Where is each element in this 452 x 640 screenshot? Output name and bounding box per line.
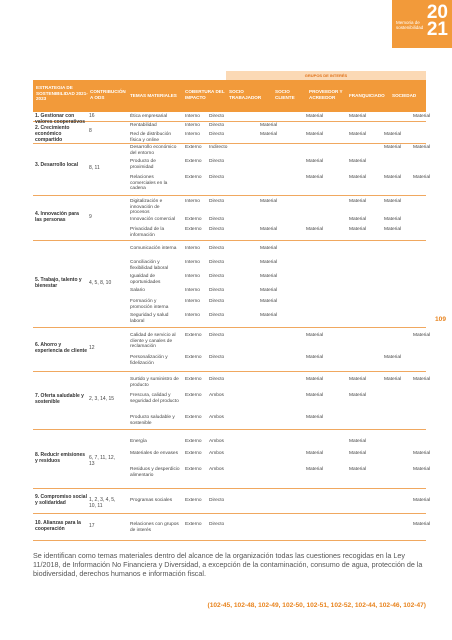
cell-sdd: Material — [413, 451, 431, 456]
cell-pro: Material — [349, 439, 367, 444]
cell-cob: Interno — [185, 132, 200, 137]
cell-cob: Externo — [185, 377, 202, 382]
cell-cob: Externo — [185, 159, 202, 164]
cell-fra: Material — [384, 377, 402, 382]
group-ods: 16 — [89, 113, 95, 119]
cell-cob: Interno — [185, 274, 200, 279]
cell-cob: Interno — [185, 123, 200, 128]
cell-soc: Material — [260, 260, 278, 265]
cell-cli: Material — [306, 175, 324, 180]
header-cliente: SOCIO CLIENTE — [275, 89, 295, 100]
table-group — [33, 488, 431, 514]
cell-tema: Desarrollo económico del entorno — [130, 145, 177, 156]
cell-soc: Material — [260, 299, 278, 304]
group-ods: 8 — [89, 128, 92, 134]
cell-tema: Seguridad y salud laboral — [130, 313, 169, 324]
header-proveedor: PROVEEDOR Y ACREEDOR — [309, 89, 343, 100]
cell-fra: Material — [384, 199, 402, 204]
cell-imp: Directo — [209, 132, 225, 137]
group-ods: 12 — [89, 345, 95, 351]
cell-imp: Directo — [209, 260, 225, 265]
cell-cob: Externo — [185, 522, 202, 527]
group-name: 9. Compromiso social y solidaridad — [35, 493, 87, 506]
cell-pro: Material — [349, 227, 367, 232]
page-number: 109 — [434, 316, 446, 323]
group-ods: 8, 11 — [89, 165, 100, 171]
group-ods: 9 — [89, 213, 92, 220]
cell-imp: Directo — [209, 313, 225, 318]
cell-tema: Personalización y fidelización — [130, 355, 168, 366]
header-ods: CONTRIBUCIÓN A ODS — [90, 89, 126, 100]
cell-tema: Programas sociales — [130, 498, 173, 503]
cell-fra: Material — [384, 217, 402, 222]
cell-imp: Directo — [209, 333, 225, 338]
cell-tema: Comunicación interna — [130, 246, 177, 251]
cell-imp: Ambos — [209, 439, 224, 444]
cell-tema: Producto saludable y sostenible — [130, 415, 175, 426]
group-ods: 17 — [89, 522, 95, 529]
header-estrategia: ESTRATEGIA DE SOSTENIBILIDAD 2021-2023 — [36, 85, 88, 101]
cell-imp: Directo — [209, 175, 225, 180]
cell-soc: Material — [260, 288, 278, 293]
group-name: 2. Crecimiento económico compartido — [35, 125, 70, 143]
badge-year: 20 21 — [426, 2, 448, 40]
group-ods: 4, 5, 8, 10 — [89, 279, 112, 286]
cell-imp: Directo — [209, 123, 225, 128]
cell-sdd: Material — [413, 145, 431, 150]
cell-fra: Material — [384, 145, 402, 150]
header-temas: TEMAS MATERIALES — [130, 93, 177, 98]
cell-cli: Material — [306, 227, 324, 232]
cell-tema: Relaciones con grupos de interés — [130, 522, 179, 533]
group-ods: 1, 2, 3, 4, 5, 10, 11 — [89, 496, 116, 509]
cell-imp: Directo — [209, 498, 225, 503]
cell-soc: Material — [260, 199, 278, 204]
cell-imp: Ambos — [209, 451, 224, 456]
cell-tema: Conciliación y flexibilidad laboral — [130, 260, 169, 271]
group-name: 1. Gestionar con valores cooperativos — [35, 113, 86, 125]
cell-pro: Material — [349, 114, 367, 119]
grupos-de-interes-label: GRUPOS DE INTERÉS — [226, 71, 426, 80]
group-name: 5. Trabajo, talento y bienestar — [35, 276, 82, 289]
table-group — [33, 121, 426, 144]
cell-imp: Directo — [209, 227, 225, 232]
cell-imp: Directo — [209, 355, 225, 360]
table-header — [33, 80, 426, 112]
cell-imp: Directo — [209, 114, 225, 119]
cell-soc: Material — [260, 132, 278, 137]
cell-cob: Externo — [185, 217, 202, 222]
cell-imp: Directo — [209, 274, 225, 279]
cell-cob: Externo — [185, 439, 202, 444]
cell-tema: Innovación comercial — [130, 217, 176, 222]
cell-imp: Ambos — [209, 393, 224, 398]
cell-imp: Directo — [209, 159, 225, 164]
cell-cob: Externo — [185, 145, 202, 150]
cell-tema: Surtido y suministro de producto — [130, 377, 179, 388]
cell-sdd: Material — [413, 114, 431, 119]
cell-cli: Material — [306, 333, 324, 338]
cell-cli: Material — [306, 355, 324, 360]
header-socio: SOCIO TRABAJADOR — [229, 89, 262, 100]
gri-codes: (102-45, 102-48, 102-49, 102-50, 102-51, 102-52, 102-44, 102-46, 102-47) — [207, 602, 426, 609]
cell-imp: Directo — [209, 377, 225, 382]
cell-tema: Energía — [130, 439, 147, 444]
cell-sdd: Material — [413, 522, 431, 527]
cell-cli: Material — [306, 415, 324, 420]
badge-memoria-label: Memoria de sostenibilidad — [396, 20, 424, 30]
cell-cob: Interno — [185, 288, 200, 293]
cell-pro: Material — [349, 175, 367, 180]
cell-tema: Residuos y desperdicio alimentario — [130, 467, 180, 478]
cell-tema: Salario — [130, 288, 145, 293]
cell-tema: Producto de proximidad — [130, 159, 156, 170]
cell-cli: Material — [306, 377, 324, 382]
group-ods: 2, 3, 14, 15 — [89, 396, 115, 402]
cell-imp: Directo — [209, 522, 225, 527]
group-name: 10. Alianzas para la cooperación — [35, 519, 81, 532]
cell-imp: Indirecto — [209, 145, 228, 150]
cell-soc: Material — [260, 313, 278, 318]
footer-note: Se identifican como temas materiales dentro del alcance de la organización todas las cuestiones recogidas en la Ley 11/2018, de Información No Financiera y Diversidad, a excepción de la contaminación, consumo de agua, protección de la biodiversidad, derechos humanos e información fiscal. — [33, 551, 423, 578]
cell-tema: Formación y promoción interna — [130, 299, 169, 310]
cell-cob: Externo — [185, 333, 202, 338]
cell-pro: Material — [349, 132, 367, 137]
cell-cob: Interno — [185, 246, 200, 251]
cell-sdd: Material — [413, 467, 431, 472]
cell-cob: Externo — [185, 175, 202, 180]
cell-tema: Frescura, calidad y seguridad del producto — [130, 393, 179, 404]
cell-pro: Material — [349, 393, 367, 398]
header-franquiciado: FRANQUICIADO — [349, 93, 385, 98]
cell-imp: Directo — [209, 299, 225, 304]
cell-cob: Externo — [185, 355, 202, 360]
group-name: 3. Desarrollo local — [35, 162, 79, 168]
cell-imp: Directo — [209, 217, 225, 222]
group-name: 8. Reducir emisiones y residuos — [35, 451, 86, 464]
cell-cli: Material — [306, 159, 324, 164]
table-group — [33, 240, 426, 328]
cell-tema: Relaciones comerciales en la cadena — [130, 175, 168, 192]
cell-cob: Interno — [185, 199, 200, 204]
cell-cob: Externo — [185, 451, 202, 456]
cell-fra: Material — [384, 175, 402, 180]
cell-cli: Material — [306, 393, 324, 398]
cell-tema: Digitalización e innovación de procesos — [130, 199, 163, 216]
cell-sdd: Material — [413, 175, 431, 180]
cell-pro: Material — [349, 377, 367, 382]
cell-cob: Externo — [185, 467, 202, 472]
cell-soc: Material — [260, 246, 278, 251]
cell-sdd: Material — [413, 377, 431, 382]
group-name: 4. Innovación para las personas — [35, 210, 79, 223]
table-group — [33, 429, 431, 489]
table-group — [33, 513, 431, 541]
cell-fra: Material — [384, 132, 402, 137]
cell-cob: Externo — [185, 498, 202, 503]
cell-tema: Materiales de envases — [130, 451, 178, 456]
cell-tema: Rentabilidad — [130, 123, 157, 128]
cell-imp: Directo — [209, 246, 225, 251]
cell-fra: Material — [384, 227, 402, 232]
cell-soc: Material — [260, 227, 278, 232]
cell-soc: Material — [260, 123, 278, 128]
group-ods: 6, 7, 11, 12, 13 — [89, 454, 116, 467]
cell-pro: Material — [349, 159, 367, 164]
cell-pro: Material — [349, 467, 367, 472]
cell-sdd: Material — [413, 498, 431, 503]
cell-tema: Privacidad de la información — [130, 227, 165, 238]
cell-imp: Ambos — [209, 467, 224, 472]
cell-cli: Material — [306, 451, 324, 456]
cell-pro: Material — [349, 199, 367, 204]
cell-pro: Material — [349, 451, 367, 456]
cell-fra: Material — [384, 355, 402, 360]
cell-cli: Material — [306, 114, 324, 119]
cell-cob: Interno — [185, 299, 200, 304]
cell-imp: Ambos — [209, 415, 224, 420]
cell-cob: Interno — [185, 313, 200, 318]
cell-soc: Material — [260, 274, 278, 279]
cell-cli: Material — [306, 467, 324, 472]
cell-sdd: Material — [413, 333, 431, 338]
cell-cob: Interno — [185, 260, 200, 265]
cell-tema: Ética empresarial — [130, 114, 168, 119]
cell-pro: Material — [349, 217, 367, 222]
cell-tema: Red de distribución física y online — [130, 132, 172, 143]
table-group — [33, 195, 426, 241]
cell-cob: Externo — [185, 227, 202, 232]
table-group — [33, 143, 431, 196]
cell-cob: Interno — [185, 114, 200, 119]
report-badge — [392, 0, 452, 48]
cell-imp: Directo — [209, 199, 225, 204]
table-group — [33, 371, 431, 430]
header-sociedad: SOCIEDAD — [392, 93, 417, 98]
cell-cob: Externo — [185, 415, 202, 420]
table-group — [33, 327, 431, 372]
group-name: 7. Oferta saludable y sostenible — [35, 393, 84, 405]
cell-tema: Calidad de servicio al cliente y canales de reclamación — [130, 333, 176, 350]
cell-tema: Igualdad de oportunidades — [130, 274, 161, 285]
cell-imp: Directo — [209, 288, 225, 293]
cell-cob: Externo — [185, 393, 202, 398]
cell-cli: Material — [306, 132, 324, 137]
group-name: 6. Ahorro y experiencia de cliente — [35, 342, 87, 354]
header-cobertura: COBERTURA DEL IMPACTO — [185, 89, 225, 100]
